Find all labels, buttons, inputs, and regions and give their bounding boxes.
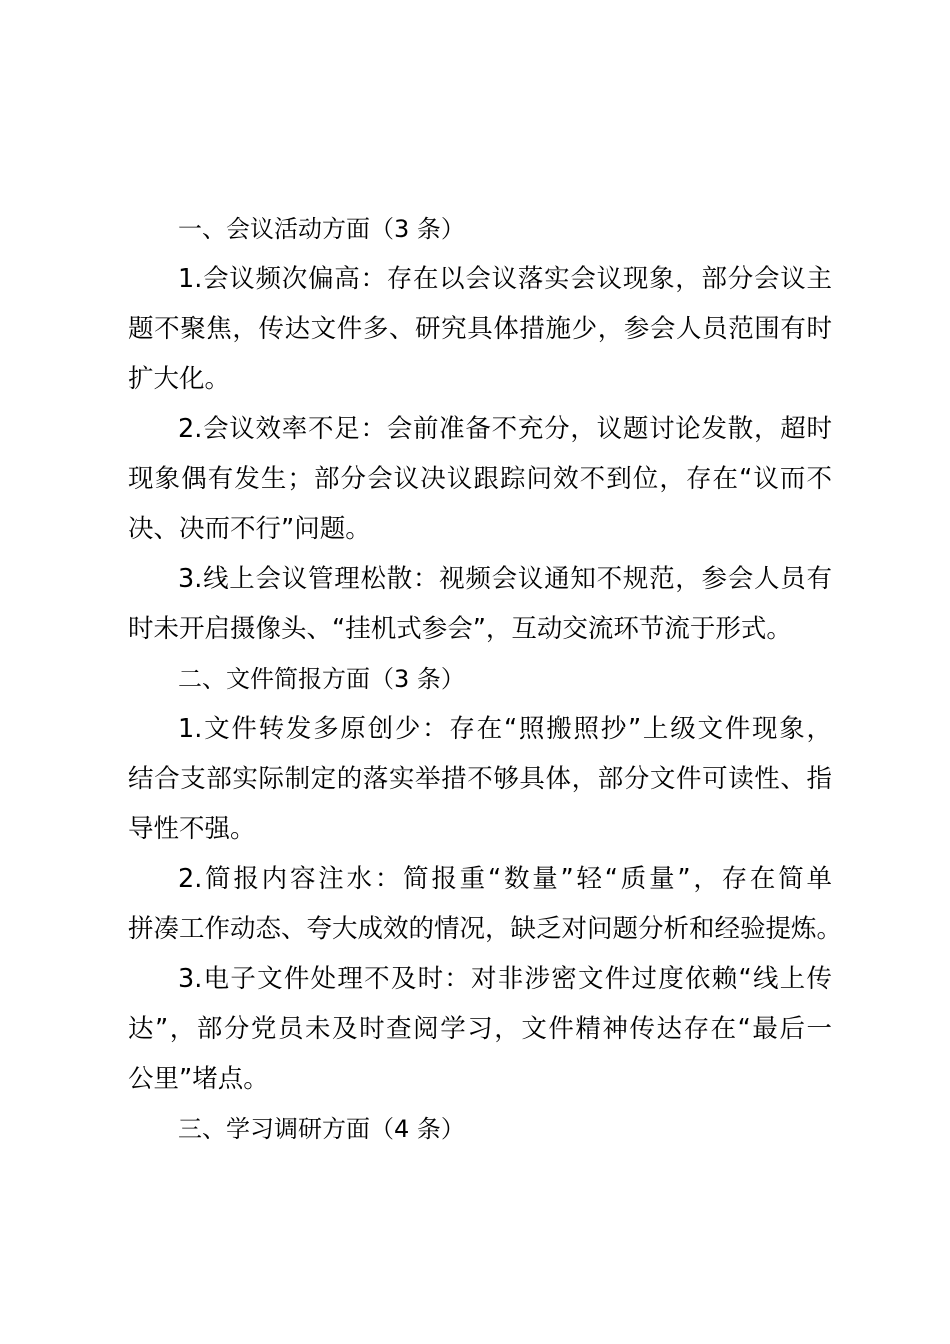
paragraph-line: 达”，部分党员未及时查阅学习，文件精神传达存在“最后一 bbox=[128, 1014, 832, 1044]
paragraph-line: 2.简报内容注水：简报重“数量”轻“质量”，存在简单 bbox=[178, 864, 832, 894]
paragraph-line: 现象偶有发生；部分会议决议跟踪问效不到位，存在“议而不 bbox=[128, 464, 832, 494]
paragraph-meeting-frequency bbox=[128, 254, 832, 404]
paragraph-bulletin-content bbox=[128, 854, 843, 954]
paragraph-line: 拼凑工作动态、夸大成效的情况，缺乏对问题分析和经验提炼。 bbox=[128, 914, 843, 944]
section-heading-study-research: 三、学习调研方面（4 条） bbox=[178, 1115, 465, 1143]
paragraph-electronic-documents bbox=[128, 954, 832, 1104]
paragraph-line: 2.会议效率不足：会前准备不充分，议题讨论发散，超时 bbox=[178, 414, 832, 444]
paragraph-line: 题不聚焦，传达文件多、研究具体措施少，参会人员范围有时 bbox=[128, 314, 832, 344]
paragraph-line: 决、决而不行”问题。 bbox=[128, 514, 371, 544]
paragraph-line: 3.线上会议管理松散：视频会议通知不规范，参会人员有 bbox=[178, 564, 832, 594]
paragraph-online-meetings bbox=[128, 554, 832, 654]
paragraph-line: 导性不强。 bbox=[128, 814, 256, 844]
paragraph-line: 结合支部实际制定的落实举措不够具体，部分文件可读性、指 bbox=[128, 764, 832, 794]
section-heading-meetings: 一、会议活动方面（3 条） bbox=[178, 215, 465, 243]
paragraph-meeting-efficiency bbox=[128, 404, 832, 554]
document-body bbox=[128, 204, 843, 1154]
paragraph-line: 扩大化。 bbox=[128, 364, 231, 394]
paragraph-document-forwarding bbox=[128, 704, 832, 854]
paragraph-line: 1.会议频次偏高：存在以会议落实会议现象，部分会议主 bbox=[178, 264, 832, 294]
paragraph-line: 公里”堵点。 bbox=[128, 1064, 269, 1094]
paragraph-line: 3.电子文件处理不及时：对非涉密文件过度依赖“线上传 bbox=[178, 964, 832, 994]
paragraph-line: 1.文件转发多原创少：存在“照搬照抄”上级文件现象， bbox=[178, 714, 832, 744]
paragraph-line: 时未开启摄像头、“挂机式参会”，互动交流环节流于形式。 bbox=[128, 614, 792, 644]
section-heading-documents: 二、文件简报方面（3 条） bbox=[178, 665, 465, 693]
